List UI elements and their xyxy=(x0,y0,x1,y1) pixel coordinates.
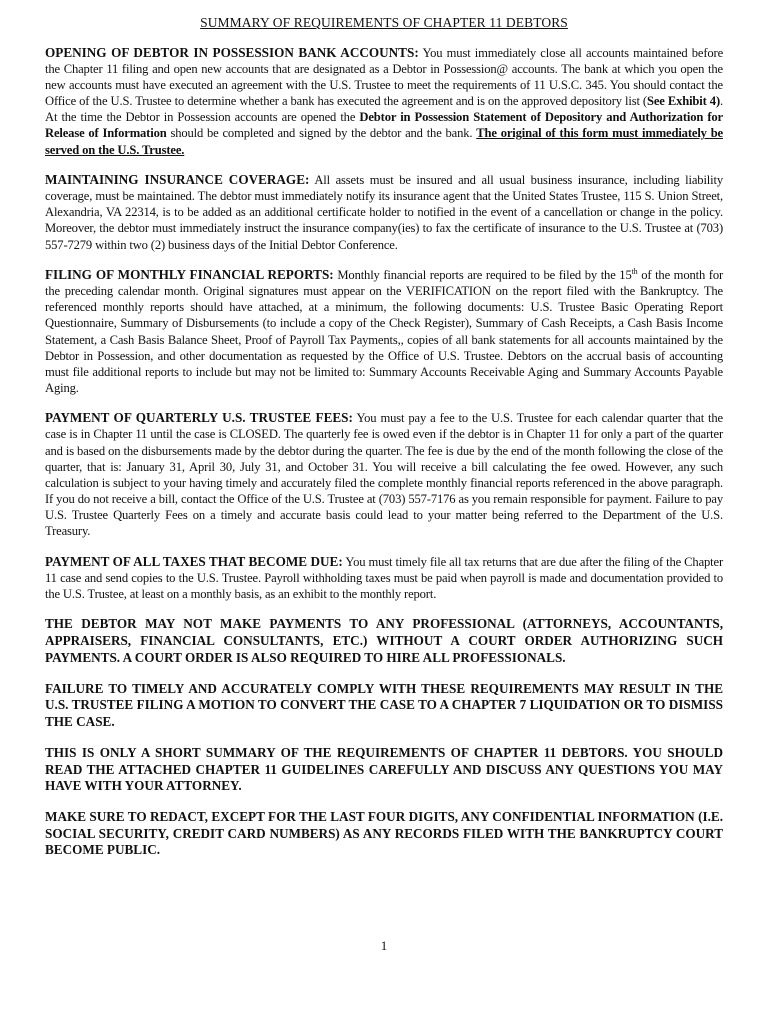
served-notice: The original of this form must immediately be served on the U.S. Trustee. xyxy=(45,126,723,157)
document-title: SUMMARY OF REQUIREMENTS OF CHAPTER 11 DEBTORS xyxy=(200,15,568,30)
section-text: All assets must be insured and all usual business insurance, including liability coverage, must be maintained. The debtor must immediately notify its insurance agent that the United States Trustee, 115 S. Union Street, Alexandria, VA 22314, is to be added as an additional certificate holder to notified in the event of a cancellation or change in the policy. Moreover, the debtor must immediately instruct the insurance company(ies) to fax the certificate of insurance to the U.S. Trustee at (703) 557-7279 within two (2) business days of the Initial Debtor Conference. xyxy=(45,173,723,252)
section-insurance xyxy=(45,172,723,252)
exhibit-reference: See Exhibit 4) xyxy=(646,94,720,109)
notice-compliance: FAILURE TO TIMELY AND ACCURATELY COMPLY WITH THESE REQUIREMENTS MAY RESULT IN THE U.S. TRUSTEE FILING A MOTION TO CONVERT THE CASE TO A CHAPTER 7 LIQUIDATION OR TO DISMISS THE CASE. xyxy=(45,680,723,729)
notice-professionals: THE DEBTOR MAY NOT MAKE PAYMENTS TO ANY PROFESSIONAL (ATTORNEYS, ACCOUNTANTS, APPRAISERS, FINANCIAL CONSULTANTS, ETC.) WITHOUT A COURT ORDER AUTHORIZING SUCH PAYMENTS. A COURT ORDER IS ALSO REQUIRED TO HIRE ALL PROFESSIONALS. xyxy=(45,616,723,665)
section-text: of the month for the preceding calendar month. Original signatures must appear on the VERIFICATION on the report filed with the Bankruptcy. The referenced monthly reports should have attached, at a minimum, the following documents: U.S. Trustee Basic Operating Report Questionnaire, Summary of Disbursements (to include a copy of the Check Register), Summary of Cash Receipts, a Cash Basis Income Statement, a Cash Basis Balance Sheet, Proof of Payroll Tax Payments,, copies of all bank statements for all accounts maintained by the Debtor in Possession, and other documentation as requested by the Office of U.S. Trustee. Debtors on the accrual basis of accounting must file additional reports to include but may not be limited to: Summary Accounts Receivable Aging and Summary Accounts Payable Aging. xyxy=(45,268,724,395)
section-heading: MAINTAINING INSURANCE COVERAGE: xyxy=(45,172,310,188)
section-text: You must pay a fee to the U.S. Trustee for each calendar quarter that the case is in Chapter 11 until the case is CLOSED. The quarterly fee is owed even if the debtor is in Chapter 11 for only a part of the quarter and is based on the disbursements made by the debtor during the quarter. The fee is due by the end of the month following the close of the quarter, that is: January 31, April 30, July 31, and October 31. You will receive a bill calculating the fee owed. However, any such calculation is subject to your having timely and accurately filed the complete monthly financial reports referenced in the above paragraph. If you do not receive a bill, contact the Office of the U.S. Trustee at (703) 557-7176 as you remain responsible for payment. Failure to pay U.S. Trustee Quarterly Fees on a timely and accurate basis could lead to your matter being referred to the Department of the U.S. Treasury. xyxy=(45,411,723,539)
depository-statement-name: Debtor in Possession Statement of Depository and Authorization for Release of Information xyxy=(45,110,723,141)
section-text: should be completed and signed by the debtor and the bank. xyxy=(166,126,477,141)
section-quarterly-fees xyxy=(45,410,723,539)
section-text: Monthly financial reports are required to be filed by the 15 xyxy=(333,268,632,283)
section-text: You must timely file all tax returns that are due after the filing of the Chapter 11 case and send copies to the U.S. Trustee. Payroll withholding taxes must be paid when payroll is made and documentation provided to the U.S. Trustee, at least on a monthly basis, as an exhibit to the monthly report. xyxy=(45,554,723,601)
section-heading: PAYMENT OF ALL TAXES THAT BECOME DUE: xyxy=(45,553,343,569)
section-monthly-reports xyxy=(45,267,723,396)
document-page xyxy=(45,15,723,874)
section-taxes xyxy=(45,554,723,602)
ordinal-suffix: th xyxy=(631,266,638,276)
notice-summary: THIS IS ONLY A SHORT SUMMARY OF THE REQUIREMENTS OF CHAPTER 11 DEBTORS. YOU SHOULD READ THE ATTACHED CHAPTER 11 GUIDELINES CAREFULLY AND DISCUSS ANY QUESTIONS YOU MAY HAVE WITH YOUR ATTORNEY. xyxy=(45,744,723,794)
notice-redaction: MAKE SURE TO REDACT, EXCEPT FOR THE LAST FOUR DIGITS, ANY CONFIDENTIAL INFORMATION (I.E. SOCIAL SECURITY, CREDIT CARD NUMBERS) AS ANY RECORDS FILED WITH THE BANKRUPTCY COURT BECOME PUBLIC. xyxy=(45,809,723,858)
section-opening-accounts xyxy=(45,45,723,158)
page-number: 1 xyxy=(380,938,388,953)
section-text: . At the time the Debtor in Possession accounts are opened the xyxy=(45,94,723,125)
section-text: You must immediately close all accounts maintained before the Chapter 11 filing and open new accounts that are designated as a Debtor in Possession@ accounts. The bank at which you open the new accounts must have executed an agreement with the U.S. Trustee to meet the requirements of 11 U.S.C. 345. You should contact the Office of the U.S. Trustee to determine whether a bank has executed the agreement and is on the approved depository list ( xyxy=(45,46,724,109)
section-heading: PAYMENT OF QUARTERLY U.S. TRUSTEE FEES: xyxy=(45,410,353,426)
section-heading: FILING OF MONTHLY FINANCIAL REPORTS: xyxy=(45,267,334,283)
section-heading: OPENING OF DEBTOR IN POSSESSION BANK ACCOUNTS: xyxy=(45,45,419,60)
